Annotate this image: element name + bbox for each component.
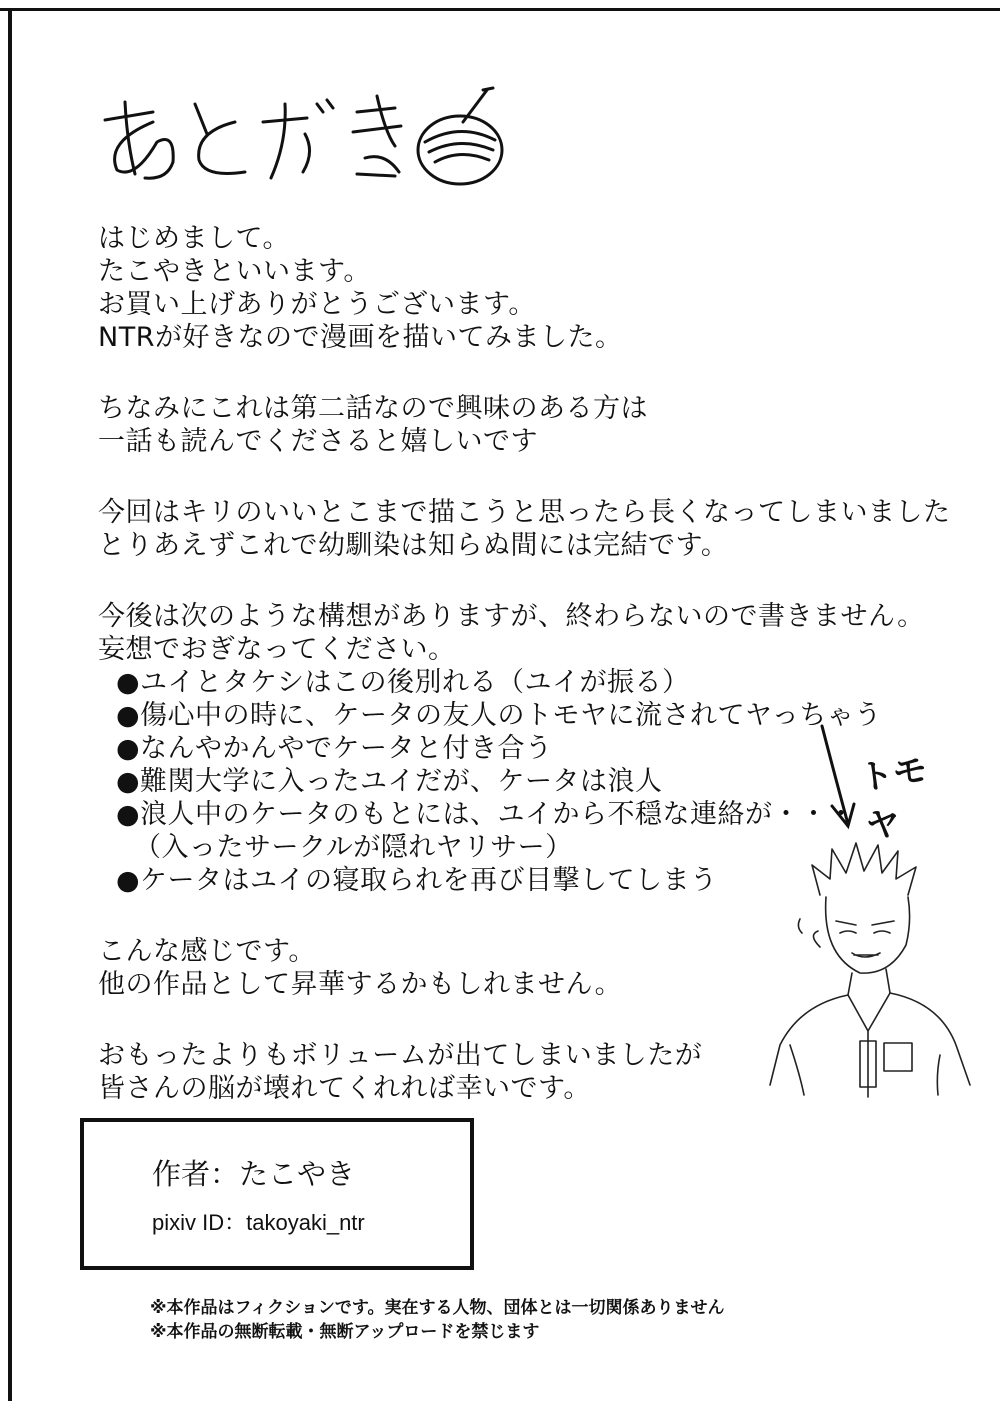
text-line: NTRが好きなので漫画を描いてみました。 bbox=[98, 322, 623, 353]
text-line: 他の作品として昇華するかもしれません。 bbox=[98, 969, 623, 1000]
disclaimer-block bbox=[150, 1296, 724, 1344]
character-sketch-icon bbox=[760, 835, 980, 1100]
text-line: こんな感じです。 bbox=[98, 936, 316, 967]
text-line: お買い上げありがとうございます。 bbox=[98, 289, 536, 320]
plot-item: ●傷心中の時に、ケータの友人のトモヤに流されてヤっちゃう bbox=[116, 700, 882, 731]
ending-paragraph bbox=[98, 496, 951, 562]
page-border-top bbox=[0, 8, 1000, 11]
afterword-heading-drawing bbox=[95, 82, 515, 192]
text-line: 今回はキリのいいとこまで描こうと思ったら長くなってしまいました bbox=[98, 497, 951, 528]
page-border-left bbox=[8, 8, 12, 1401]
episode-paragraph bbox=[98, 392, 898, 458]
text-line: ちなみにこれは第二話なので興味のある方は bbox=[98, 393, 648, 424]
plot-item: ●ユイとタケシはこの後別れる（ユイが振る） bbox=[116, 667, 690, 698]
plot-item: ●ケータはユイの寝取られを再び目撃してしまう bbox=[116, 865, 718, 896]
plot-item: ●難関大学に入ったユイだが、ケータは浪人 bbox=[116, 766, 663, 797]
disclaimer-line: ※本作品はフィクションです。実在する人物、団体とは一切関係ありません bbox=[150, 1298, 725, 1318]
text-line: 皆さんの脳が壊れてくれれば幸いです。 bbox=[98, 1073, 591, 1104]
plot-item: ●なんやかんやでケータと付き合う bbox=[116, 733, 553, 764]
text-line: 今後は次のような構想がありますが、終わらないので書きません。 bbox=[98, 601, 925, 632]
disclaimer-line: ※本作品の無断転載・無断アップロードを禁じます bbox=[150, 1322, 540, 1342]
pixiv-id: pixiv ID：takoyaki_ntr bbox=[152, 1210, 365, 1235]
credit-box bbox=[80, 1118, 474, 1270]
afterword-heading bbox=[95, 82, 515, 192]
text-line: 妄想でおぎなってください。 bbox=[98, 634, 456, 665]
sketch-label: トモヤ bbox=[856, 749, 930, 848]
author-credit: 作者：たこやき bbox=[152, 1157, 356, 1191]
text-line: たこやきといいます。 bbox=[98, 256, 371, 287]
arrow-down-icon bbox=[810, 720, 960, 848]
text-line: はじめまして。 bbox=[98, 223, 290, 254]
plot-item: ●浪人中のケータのもとには、ユイから不穏な連絡が・・・ bbox=[116, 799, 856, 830]
text-line: おもったよりもボリュームが出てしまいましたが bbox=[98, 1040, 703, 1071]
intro-paragraph bbox=[98, 222, 898, 354]
text-line: とりあえずこれで幼馴染は知らぬ間には完結です。 bbox=[98, 530, 729, 561]
plot-item-note: （入ったサークルが隠れヤリサー） bbox=[134, 832, 573, 863]
text-line: 一話も読んでくださると嬉しいです bbox=[98, 426, 538, 457]
